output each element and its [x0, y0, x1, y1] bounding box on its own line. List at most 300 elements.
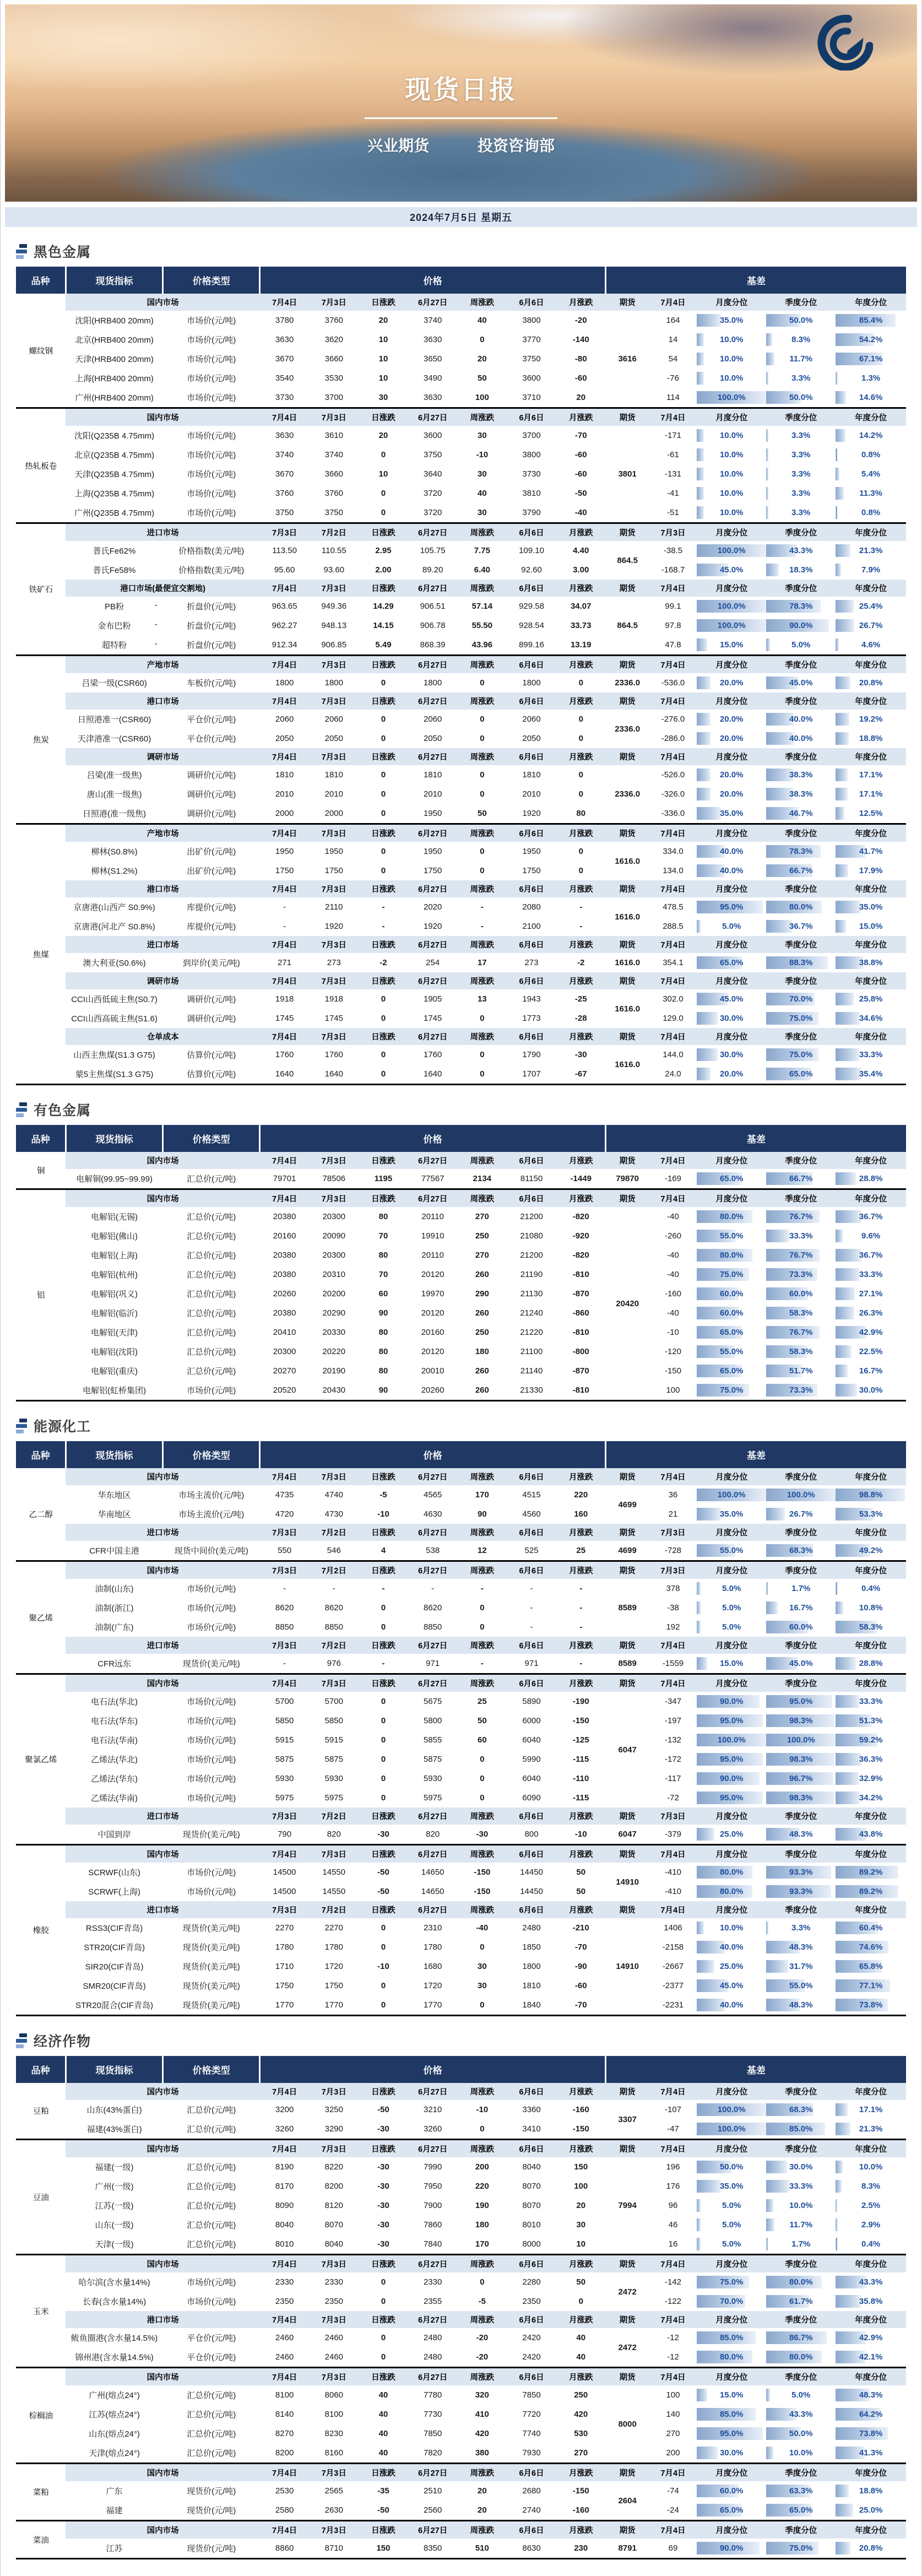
percentile-value: 65.0%	[789, 1069, 813, 1079]
percentile-value: 100.0%	[717, 1735, 746, 1745]
date-col-header: 月涨跌	[556, 972, 606, 989]
change-value: 0	[381, 450, 386, 459]
basis-value: 129.0	[663, 1014, 684, 1023]
percentile-cell	[766, 1323, 836, 1342]
basis-value: 196	[666, 2162, 680, 2172]
percentile-cell	[836, 2215, 906, 2234]
date-col-header: 6月27日	[408, 1468, 458, 1485]
percentile-value: 3.3%	[791, 489, 811, 498]
spot-indicator: 电解铝(沈阳)	[91, 1347, 138, 1357]
price-value: 3540	[275, 374, 294, 383]
date-col-header: 6月27日	[408, 2311, 458, 2328]
change-value: -50	[377, 2105, 389, 2114]
price-value: 110.55	[321, 546, 346, 555]
price-value: 5850	[324, 1716, 343, 1725]
change-value: 80	[378, 1366, 388, 1376]
price-value: 2460	[324, 2352, 343, 2362]
price-type: 现货价(美元/吨)	[182, 1982, 240, 1991]
price-value: 525	[524, 1546, 539, 1555]
price-value: 1745	[423, 1014, 442, 1023]
change-value: -115	[573, 1793, 589, 1803]
percentile-col-header: 季度分位	[766, 824, 836, 842]
percentile-value: 1.7%	[791, 1584, 811, 1593]
percentile-cell	[766, 2292, 836, 2311]
company-logo-icon	[817, 14, 873, 71]
price-value: 20380	[273, 1212, 296, 1221]
percentile-col-header: 季度分位	[766, 936, 836, 953]
percentile-value: 86.7%	[789, 2333, 813, 2342]
price-value: 1770	[275, 2000, 294, 2010]
percentile-col-header: 季度分位	[766, 972, 836, 989]
percentile-value: 16.7%	[789, 1603, 813, 1612]
spot-indicator: 电解铝(天津)	[91, 1328, 138, 1338]
percentile-cell	[766, 616, 836, 635]
percentile-cell	[697, 1226, 766, 1246]
price-type: 市场价(元/吨)	[187, 470, 236, 479]
price-value: 21330	[520, 1386, 543, 1395]
basis-value: -12	[667, 2352, 679, 2362]
date-col-header: 日涨跌	[359, 1524, 408, 1541]
price-value: 7860	[423, 2220, 442, 2229]
change-value: 290	[475, 1289, 489, 1298]
price-value: 20290	[322, 1308, 346, 1318]
hero-wrapper	[1, 0, 921, 202]
change-value: 80	[378, 1212, 388, 1221]
price-value: 20410	[273, 1328, 296, 1337]
col-price-type: 价格类型	[163, 1125, 260, 1152]
futures-col-header: 期货	[606, 2083, 649, 2100]
change-value: 20	[378, 316, 388, 325]
basis-value: 36	[668, 1490, 678, 1500]
market-label: 国内市场	[66, 1189, 259, 1208]
basis-value: 354.1	[663, 958, 684, 967]
date-col-header: 7月3日	[260, 1561, 310, 1579]
percentile-col-header: 年度分位	[836, 1901, 906, 1918]
change-value: 80	[378, 1347, 388, 1356]
basis-value: -74	[667, 2486, 679, 2496]
percentile-value: 95.0%	[719, 902, 744, 912]
change-value: 0	[480, 2000, 485, 2010]
price-value: 2355	[423, 2297, 442, 2306]
date-col-header: 周涨跌	[458, 656, 507, 674]
percentile-cell	[697, 2405, 766, 2424]
change-value: 10	[576, 2239, 586, 2249]
percentile-value: 18.8%	[859, 2486, 883, 2496]
spot-indicator: SCRWF(上海)	[88, 1887, 140, 1897]
percentile-cell	[697, 1064, 766, 1085]
change-value: -810	[572, 1270, 589, 1279]
percentile-col-header: 月度分位	[697, 1189, 766, 1208]
spot-indicator: 电解铝(杭州)	[91, 1270, 138, 1280]
date-col-header: 6月6日	[507, 2464, 556, 2482]
price-value: 20380	[273, 1270, 296, 1279]
col-price-type: 价格类型	[163, 267, 260, 294]
table-row	[16, 503, 906, 523]
table-row	[16, 1226, 906, 1246]
percentile-value: 35.0%	[719, 2182, 744, 2191]
percentile-cell	[697, 1303, 766, 1323]
percentile-value: 43.3%	[789, 546, 813, 555]
price-value: 20330	[322, 1328, 346, 1337]
price-value: 5990	[522, 1755, 541, 1764]
price-type: 现货价(元/吨)	[187, 2544, 236, 2553]
percentile-value: 70.0%	[719, 2297, 744, 2306]
date-col-header: 7月3日	[309, 2521, 359, 2539]
percentile-cell	[766, 1957, 836, 1976]
percentile-value: 5.4%	[861, 469, 881, 479]
date-col-header: 7月4日	[260, 1674, 310, 1692]
percentile-cell	[697, 541, 766, 560]
price-value: 1750	[423, 866, 442, 875]
percentile-cell	[766, 1976, 836, 1995]
change-value: 410	[475, 2410, 489, 2419]
basis-value: -51	[667, 508, 679, 517]
spot-indicator: 福建	[106, 2506, 123, 2515]
date-col-header: 6月6日	[507, 1674, 556, 1692]
price-value: -	[530, 1584, 533, 1593]
price-value: 1800	[324, 678, 343, 688]
basis-value: 302.0	[663, 994, 684, 1004]
change-value: -125	[572, 1735, 589, 1745]
date-col-header: 6月6日	[507, 748, 556, 765]
percentile-col-header: 年度分位	[836, 1637, 906, 1654]
percentile-col-header: 年度分位	[836, 2311, 906, 2328]
date-bar: 2024年7月5日 星期五	[5, 207, 917, 227]
group-price: 价格	[260, 1125, 606, 1152]
percentile-cell	[766, 710, 836, 729]
price-value: 2010	[522, 789, 541, 799]
price-value: 1750	[522, 866, 541, 875]
date-col-header: 月涨跌	[556, 1152, 606, 1169]
futures-col-header: 期货	[606, 523, 649, 542]
percentile-cell	[766, 2119, 836, 2140]
percentile-value: 90.0%	[719, 2543, 744, 2553]
percentile-cell	[836, 2100, 906, 2119]
futures-col-header: 期货	[606, 2464, 649, 2482]
change-value: 34.07	[570, 602, 592, 611]
basis-value: 46	[668, 2220, 678, 2229]
table-row	[16, 1342, 906, 1361]
percentile-value: 20.8%	[859, 678, 883, 688]
price-value: 3730	[522, 469, 541, 479]
price-type: 汇总价(元/吨)	[187, 2240, 236, 2249]
basis-date-header: 7月4日	[649, 824, 697, 842]
price-type: 折盘价(元/吨)	[187, 602, 236, 611]
percentile-cell	[836, 1226, 906, 1246]
change-value: 180	[475, 2220, 489, 2229]
basis-value: -336.0	[661, 809, 685, 818]
percentile-cell	[836, 541, 906, 560]
price-value: 1920	[423, 922, 442, 931]
basis-date-header: 7月4日	[649, 2368, 697, 2386]
spot-indicator: SCRWF(山东)	[88, 1868, 140, 1877]
percentile-value: 45.0%	[719, 1981, 744, 1990]
percentile-cell	[766, 2196, 836, 2215]
price-value: 5975	[423, 1793, 442, 1803]
percentile-col-header: 月度分位	[697, 1028, 766, 1045]
section-bullet-icon	[16, 1419, 27, 1433]
percentile-value: 10.0%	[719, 489, 744, 498]
change-value: 0	[381, 1735, 386, 1745]
percentile-col-header: 月度分位	[697, 1152, 766, 1169]
percentile-col-header: 年度分位	[836, 2255, 906, 2273]
percentile-cell	[697, 2215, 766, 2234]
change-value: -870	[572, 1289, 589, 1298]
percentile-value: 35.0%	[719, 316, 744, 325]
futures-col-header: 期货	[606, 1901, 649, 1918]
price-value: 3750	[324, 508, 343, 517]
percentile-value: 10.0%	[719, 1923, 744, 1933]
price-value: 20300	[322, 1251, 346, 1260]
futures-col-header: 期货	[606, 408, 649, 426]
percentile-cell	[766, 2272, 836, 2292]
change-value: -40	[574, 508, 587, 517]
org-names	[5, 134, 917, 156]
percentile-cell	[836, 1207, 906, 1226]
percentile-cell	[766, 2234, 836, 2255]
market-label: 进口市场	[66, 1637, 259, 1654]
percentile-col-header: 月度分位	[697, 1524, 766, 1541]
date-col-header: 6月27日	[408, 2140, 458, 2158]
date-col-header: 月涨跌	[556, 2464, 606, 2482]
spot-indicator: 电石法(华北)	[91, 1697, 138, 1707]
change-value: 0	[381, 2352, 386, 2362]
price-value: 3610	[324, 431, 343, 440]
percentile-col-header: 月度分位	[697, 972, 766, 989]
percentile-cell	[836, 804, 906, 824]
market-subheader-row	[16, 408, 906, 426]
price-value: 6040	[522, 1735, 541, 1745]
price-value: 8040	[324, 2239, 343, 2249]
price-value: 14650	[421, 1887, 444, 1896]
price-value: 1950	[423, 809, 442, 818]
change-value: 0	[381, 678, 386, 688]
percentile-value: 65.0%	[719, 958, 744, 967]
table-row	[16, 804, 906, 824]
price-value: 3700	[522, 431, 541, 440]
change-value: -820	[572, 1251, 589, 1260]
price-value: 1750	[275, 866, 294, 875]
basis-value: -260	[664, 1231, 681, 1241]
date-col-header: 7月4日	[260, 2140, 310, 2158]
table-row	[16, 445, 906, 464]
percentile-col-header: 季度分位	[766, 2083, 836, 2100]
percentile-value: 51.3%	[859, 1716, 883, 1725]
percentile-cell	[697, 2347, 766, 2368]
table-row	[16, 1505, 906, 1524]
spot-indicator: 沈阳(HRB400 20mm)	[75, 316, 154, 326]
percentile-cell	[836, 1863, 906, 1882]
change-value: -	[579, 1584, 583, 1593]
spot-indicator: 京唐港(河北产 S0.8%)	[73, 922, 155, 932]
price-value: 8620	[275, 1603, 294, 1612]
date-col-header: 7月3日	[309, 2368, 359, 2386]
percentile-cell	[836, 1598, 906, 1617]
price-type: 汇总价(元/吨)	[187, 2449, 236, 2458]
spot-indicator: 电解铝(临沂)	[91, 1309, 138, 1318]
percentile-col-header: 月度分位	[697, 408, 766, 426]
market-label: 港口市场	[66, 2311, 259, 2328]
percentile-cell	[697, 560, 766, 580]
percentile-value: 0.8%	[861, 508, 881, 517]
price-type: 现货价(美元/吨)	[182, 1962, 240, 1972]
percentile-cell	[766, 311, 836, 330]
date-col-header: 6月27日	[408, 1524, 458, 1541]
change-value: 50	[576, 1868, 586, 1877]
price-value: 820	[327, 1830, 341, 1839]
price-value: 8070	[522, 2182, 541, 2191]
date-col-header: 周涨跌	[458, 2311, 507, 2328]
spot-indicator: 电解铝(虹桥集团)	[83, 1386, 147, 1395]
price-value: 20430	[322, 1386, 346, 1395]
change-value: -60	[574, 374, 587, 383]
price-value: 20270	[273, 1366, 296, 1376]
change-value: -80	[574, 354, 587, 364]
price-value: 20110	[421, 1212, 444, 1221]
percentile-cell	[697, 2539, 766, 2559]
date-col-header: 7月4日	[260, 1468, 310, 1485]
date-col-header: 日涨跌	[359, 1028, 408, 1045]
change-value: 0	[381, 2333, 386, 2342]
date-col-header: 6月27日	[408, 972, 458, 989]
table-row	[16, 635, 906, 656]
basis-date-header: 7月4日	[649, 1674, 697, 1692]
percentile-cell	[697, 2177, 766, 2196]
percentile-col-header: 年度分位	[836, 972, 906, 989]
percentile-value: 98.8%	[859, 1490, 883, 1500]
spot-indicator: 福建(一级)	[95, 2163, 134, 2172]
spot-indicator: 唐山(准一级焦)	[86, 790, 142, 799]
percentile-value: 28.8%	[859, 1659, 883, 1668]
change-value: -10	[377, 1962, 389, 1971]
date-col-header: 日涨跌	[359, 880, 408, 897]
percentile-col-header: 月度分位	[697, 523, 766, 542]
price-value: 2010	[324, 789, 343, 799]
price-type: 汇总价(元/吨)	[187, 2106, 236, 2115]
date-col-header: 日涨跌	[359, 2464, 408, 2482]
commodity-label: 螺纹钢	[16, 294, 66, 408]
price-type: 汇总价(元/吨)	[187, 2182, 236, 2191]
percentile-cell	[697, 1750, 766, 1769]
percentile-cell	[766, 1169, 836, 1189]
futures-value: 20420	[616, 1298, 639, 1308]
table-row	[16, 1361, 906, 1381]
commodity-label: 铁矿石	[16, 523, 66, 656]
percentile-cell	[697, 710, 766, 729]
date-col-header: 周涨跌	[458, 1189, 507, 1208]
percentile-value: 14.6%	[859, 393, 883, 402]
price-value: 79701	[273, 1174, 296, 1183]
change-value: -	[382, 1584, 385, 1593]
percentile-value: 5.0%	[791, 2390, 811, 2400]
table-row	[16, 1617, 906, 1637]
percentile-value: 10.0%	[789, 2448, 813, 2458]
price-value: -	[283, 1659, 286, 1668]
percentile-value: 28.8%	[859, 1174, 883, 1183]
change-value: -	[579, 1622, 583, 1632]
table-header-row	[16, 1441, 906, 1468]
change-value: 0	[578, 789, 583, 799]
percentile-value: 14.2%	[859, 431, 883, 440]
price-value: 8100	[275, 2390, 294, 2400]
price-value: 20160	[421, 1328, 444, 1337]
change-value: 50	[478, 374, 487, 383]
percentile-value: 80.0%	[719, 1868, 744, 1877]
price-type: 平仓价(元/吨)	[187, 2353, 236, 2362]
price-value: 14650	[421, 1868, 444, 1877]
change-value: -30	[377, 1830, 389, 1839]
percentile-cell	[836, 1918, 906, 1938]
date-col-header: 日涨跌	[359, 936, 408, 953]
change-value: 0	[480, 770, 485, 780]
date-col-header: 日涨跌	[359, 1807, 408, 1825]
percentile-value: 20.8%	[859, 2543, 883, 2553]
percentile-value: 10.0%	[859, 2162, 883, 2172]
basis-date-header: 7月3日	[649, 1561, 697, 1579]
percentile-col-header: 季度分位	[766, 2464, 836, 2482]
table-row	[16, 2481, 906, 2501]
spot-indicator: 上海(HRB400 20mm)	[75, 374, 154, 383]
percentile-cell	[836, 1730, 906, 1750]
change-value: -70	[574, 2000, 587, 2010]
basis-date-header: 7月4日	[649, 2311, 697, 2328]
basis-value: 288.5	[663, 922, 684, 931]
date-col-header: 7月3日	[309, 1028, 359, 1045]
table-row	[16, 989, 906, 1009]
date-col-header: 周涨跌	[458, 1901, 507, 1918]
date-col-header: 6月6日	[507, 2140, 556, 2158]
percentile-value: 54.2%	[859, 335, 883, 344]
percentile-value: 55.0%	[789, 1981, 813, 1990]
percentile-value: 2.5%	[861, 2201, 881, 2210]
price-type: 市场价(元/吨)	[187, 1736, 236, 1745]
group-price: 价格	[260, 267, 606, 294]
change-value: 0	[480, 335, 485, 344]
change-value: -160	[572, 2505, 589, 2515]
price-value: 820	[426, 1830, 440, 1839]
price-type: 汇总价(元/吨)	[187, 1347, 236, 1357]
date-col-header: 日涨跌	[359, 2140, 408, 2158]
price-value: 2020	[423, 902, 442, 912]
percentile-value: 78.3%	[789, 602, 813, 611]
percentile-cell	[697, 311, 766, 330]
date-col-header: 月涨跌	[556, 2368, 606, 2386]
change-value: -60	[574, 469, 587, 479]
market-label: 国内市场	[66, 2464, 259, 2482]
percentile-value: 75.0%	[789, 1014, 813, 1023]
percentile-col-header: 年度分位	[836, 824, 906, 842]
change-value: 0	[381, 2000, 386, 2010]
percentile-value: 48.3%	[859, 2390, 883, 2400]
market-subheader-row	[16, 656, 906, 674]
spot-indicator: 锦州港(含水量14.5%)	[75, 2353, 154, 2362]
percentile-cell	[766, 1617, 836, 1637]
futures-value: 3801	[618, 469, 637, 479]
table-row	[16, 1598, 906, 1617]
commodity-label: 聚氯乙烯	[16, 1674, 66, 1845]
price-value: 1790	[522, 1050, 541, 1059]
change-value: -70	[574, 431, 587, 440]
percentile-value: 73.8%	[859, 2000, 883, 2010]
change-value: 40	[378, 2410, 388, 2419]
date-col-header: 7月3日	[309, 1845, 359, 1863]
spot-indicator: 日照港(准一级焦)	[83, 809, 147, 819]
percentile-cell	[836, 1825, 906, 1845]
price-value: 3770	[522, 335, 541, 344]
col-species: 品种	[16, 267, 66, 294]
percentile-cell	[766, 1246, 836, 1265]
percentile-cell	[836, 2443, 906, 2464]
